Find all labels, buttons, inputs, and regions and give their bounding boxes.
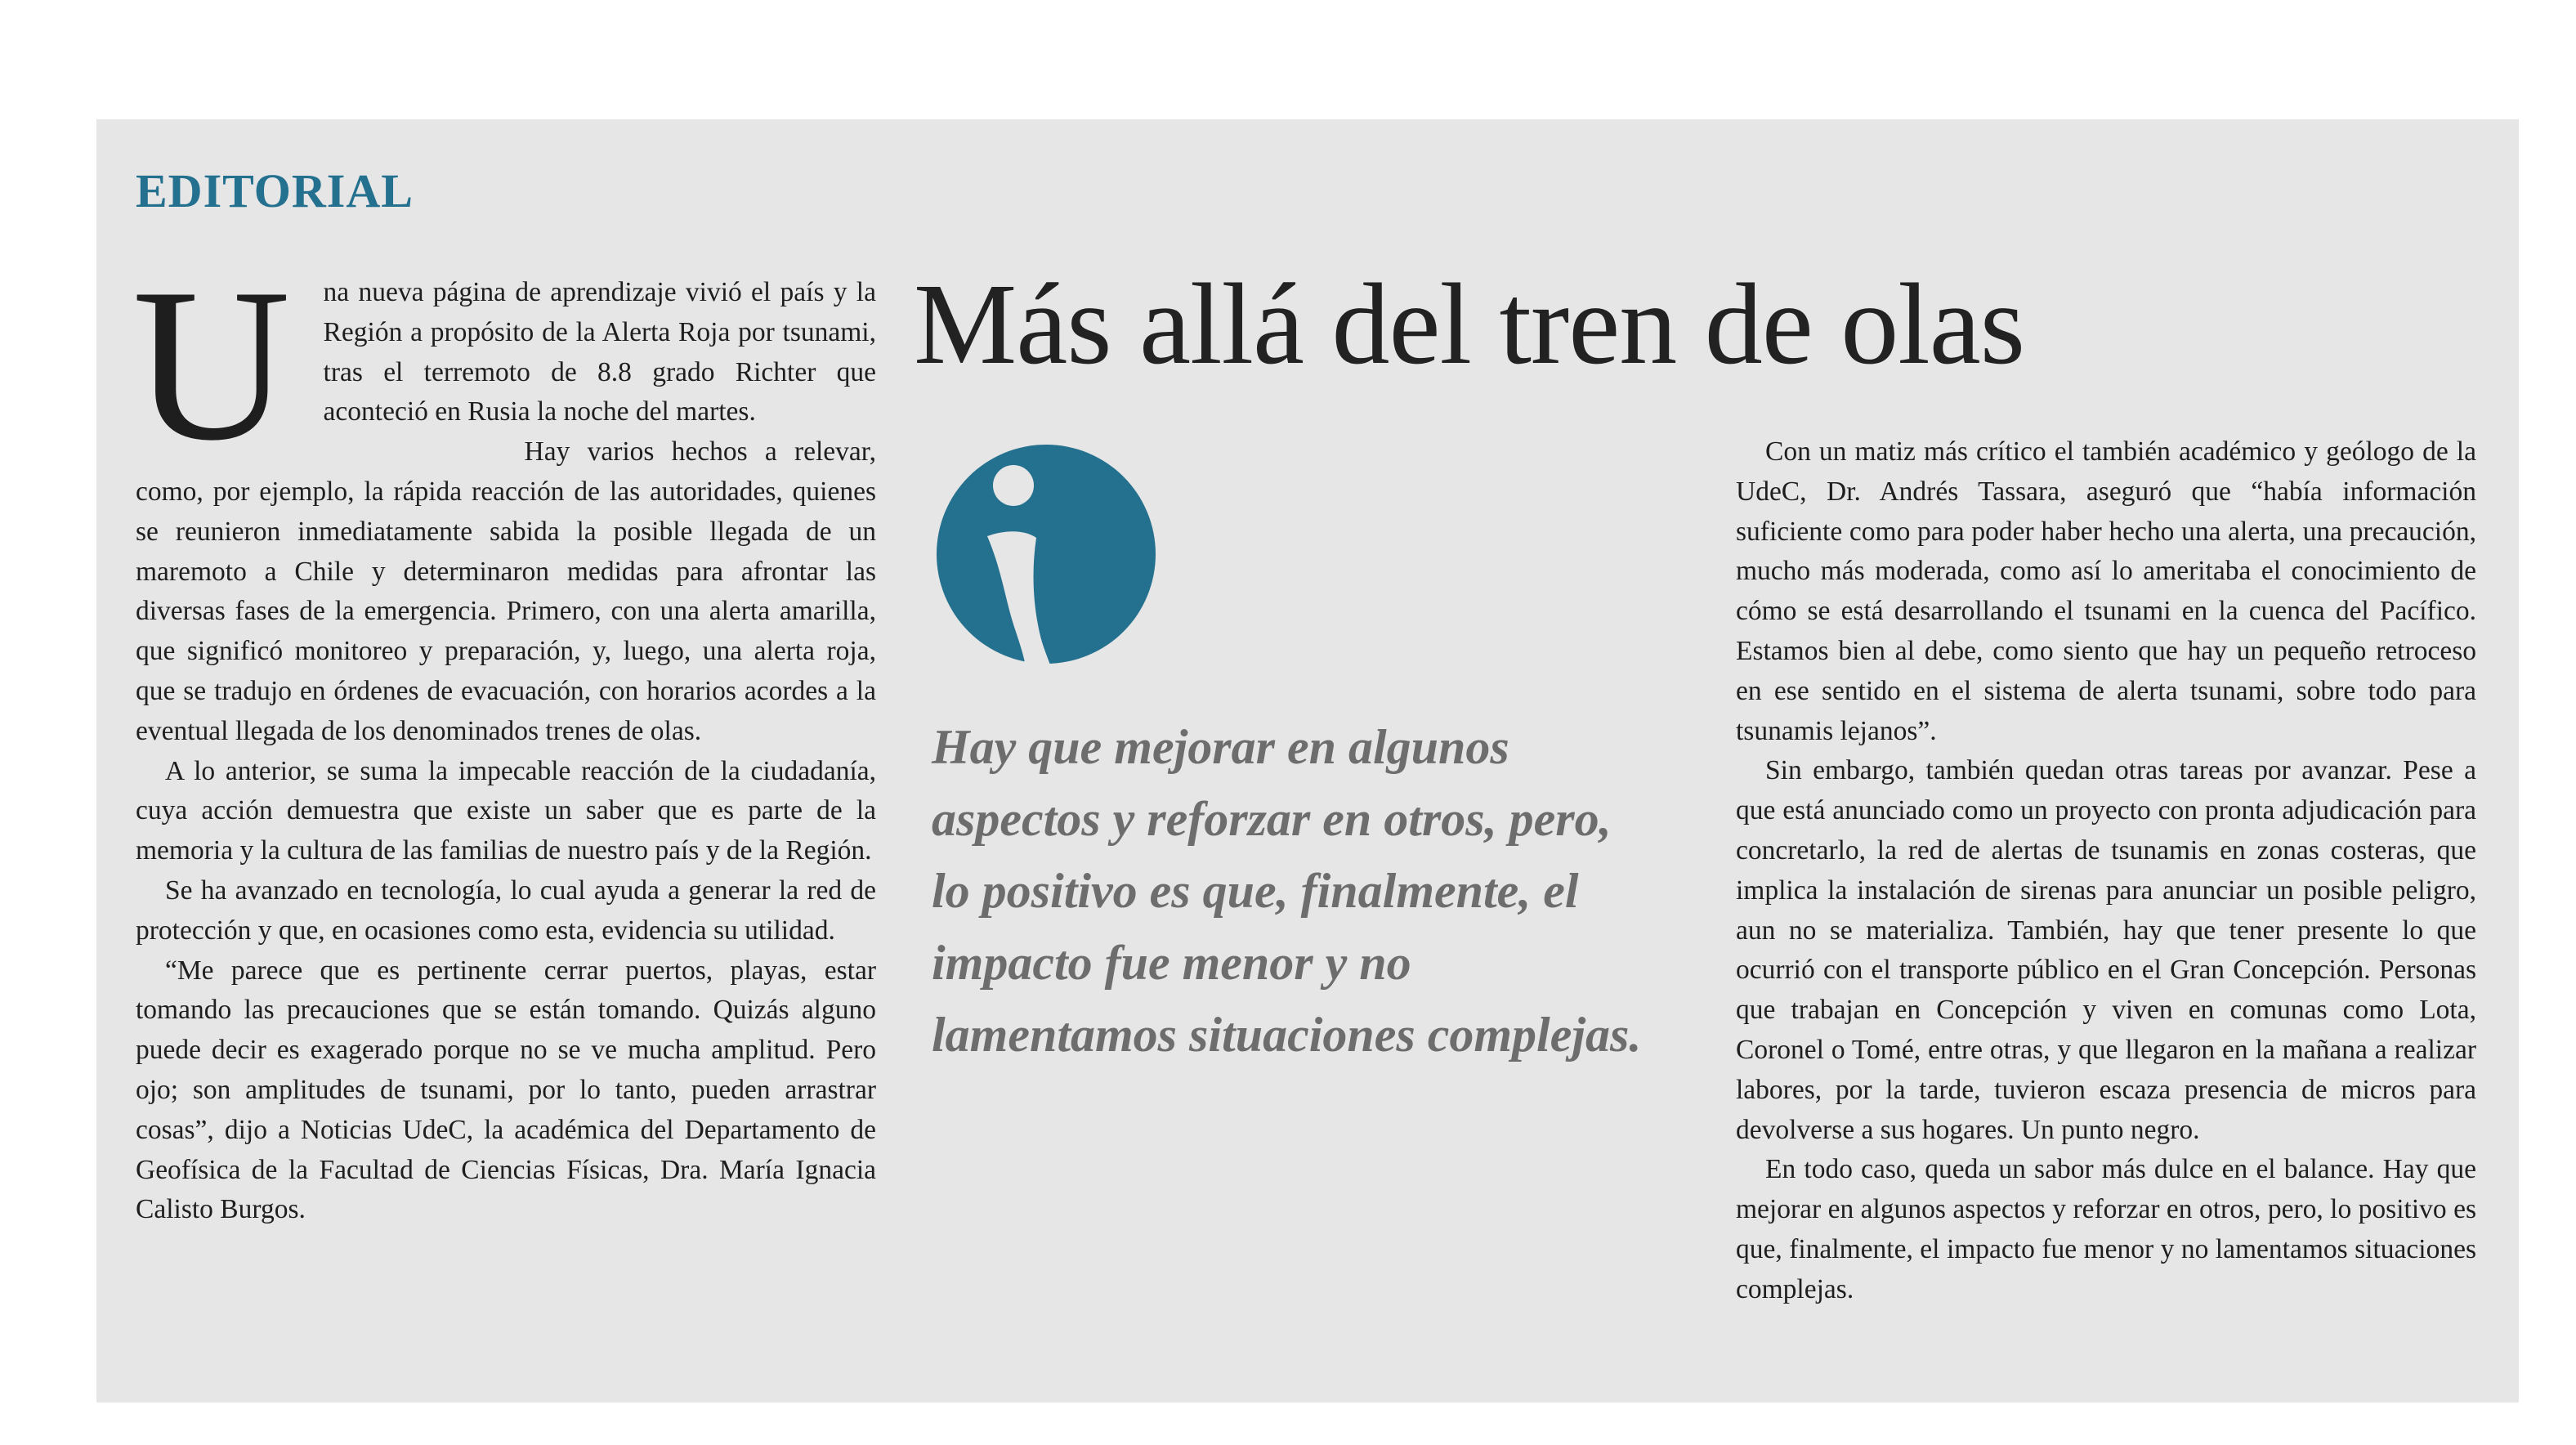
lead-paragraph bbox=[132, 243, 876, 485]
body-paragraph: Hay varios hechos a relevar, como, por ejemplo, la rápida reacción de las autoridades, quienes se reunieron inmediatamente sabida la posible llegada de un maremoto a Chile y determinaron medidas para afrontar las diversas fases de la emergencia. Primero, con una alerta amarilla, que significó monitoreo y preparación, y, luego, una alerta roja, que se tradujo en órdenes de evacuación, con horarios acordes a la eventual llegada de los denominados trenes de olas. bbox=[136, 436, 876, 746]
body-paragraph: Sin embargo, también quedan otras tareas por avanzar. Pese a que está anunciado como un proyecto con pronta adjudicación para concretarlo, la red de alertas de tsunamis en zonas costeras, que implica la instalación de sirenas para anunciar un posible peligro, aun no se materializa. También, hay que tener presente lo que ocurrió con el transporte público en el Gran Concepción. Personas que trabajan en Concepción y viven en comunas como Lota, Coronel o Tomé, entre otras, y que llegaron en la mañana a realizar labores, por la tarde, tuvieron escaza presencia de micros para devolverse a sus hogares. Un punto negro. bbox=[1736, 755, 2476, 1145]
lead-paragraph-text: na nueva página de aprendizaje vivió el país y la Región a propósito de la Alerta Roja por tsunami, tras el terremoto de 8.8 grado Richter que aconteció en Rusia la noche del martes. bbox=[323, 277, 876, 427]
body-paragraph: En todo caso, queda un sabor más dulce en el balance. Hay que mejorar en algunos aspectos y reforzar en otros, pero, lo positivo es que, finalmente, el impacto fue menor y no lamentamos situaciones complejas. bbox=[1736, 1154, 2476, 1304]
left-column bbox=[132, 243, 876, 1230]
right-column bbox=[1736, 432, 2476, 1310]
section-label: EDITORIAL bbox=[136, 164, 414, 217]
body-paragraph: Se ha avanzado en tecnología, lo cual ayuda a generar la red de protección y que, en ocasiones como esta, evidencia su utilidad. bbox=[136, 875, 876, 946]
body-paragraph: “Me parece que es pertinente cerrar puertos, playas, estar tomando las precauciones que se están tomando. Quizás alguno puede decir es exagerado porque no se ve mucha amplitud. Pero ojo; son amplitudes de tsunami, por lo tanto, pueden arrastrar cosas”, dijo a Noticias UdeC, la académica del Departamento de Geofísica de la Facultad de Ciencias Físicas, Dra. María Ignacia Calisto Burgos. bbox=[136, 955, 876, 1225]
info-icon bbox=[937, 440, 1156, 672]
pull-quote: Hay que mejorar en algunos aspectos y reforzar en otros, pero, lo positivo es que, finalmente, el impacto fue menor y no lamentamos situaciones complejas. bbox=[932, 720, 1642, 1062]
body-paragraph: A lo anterior, se suma la impecable reacción de la ciudadanía, cuya acción demuestra que existe un saber que es parte de la memoria y la cultura de las familias de nuestro país y de la Región. bbox=[136, 755, 876, 866]
drop-cap: U bbox=[132, 243, 291, 485]
body-paragraph: Con un matiz más crítico el también académico y geólogo de la UdeC, Dr. Andrés Tassara, aseguró que “había información suficiente como para poder haber hecho una alerta, una precaución, mucho más moderada, como así lo ameritaba el conocimiento de cómo se está desarrollando el tsunami en la cuenca del Pacífico. Estamos bien al debe, como siento que hay un pequeño retroceso en ese sentido en el sistema de alerta tsunami, sobre todo para tsunamis lejanos”. bbox=[1736, 436, 2476, 746]
headline: Más allá del tren de olas bbox=[914, 259, 2025, 388]
